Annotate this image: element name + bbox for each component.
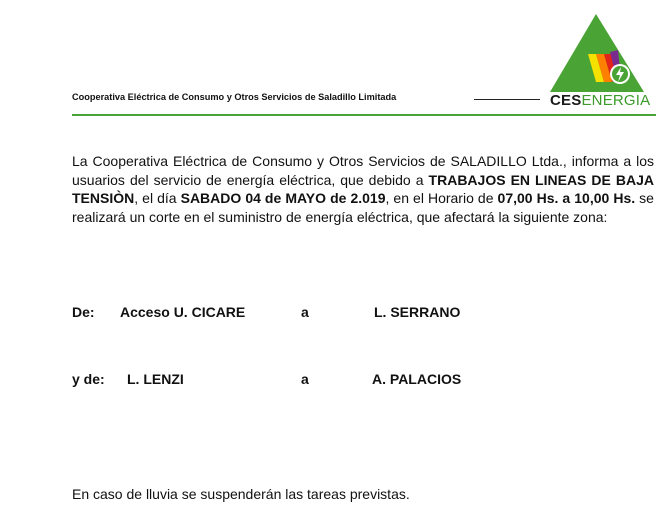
zone1-label: De:	[72, 304, 95, 320]
zone2-connector: a	[301, 371, 309, 387]
notice-works-type: TRABAJOS EN LINEAS DE BAJA TENSIÒN	[72, 171, 655, 206]
notice-text-1: La Cooperativa Eléctrica de Consumo y Otros Servicios de SALADILLO Ltda., informa a los usuarios del servicio de energía eléctrica, que debido a	[72, 153, 654, 188]
notice-time-range: 07,00 Hs. a 10,00 Hs.	[497, 190, 636, 206]
header-dash-line	[474, 99, 540, 100]
notice-text-3: , en el Horario de	[385, 190, 498, 206]
footer-note: En caso de lluvia se suspenderán las tareas previstas.	[72, 486, 410, 502]
notice-paragraph	[72, 152, 654, 226]
zone1-to: L. SERRANO	[374, 304, 461, 320]
logo-text-energia: ENERGIA	[581, 92, 651, 109]
notice-text-2: , el día	[134, 190, 181, 206]
logo-text-ces: CES	[550, 92, 582, 109]
zone2-to: A. PALACIOS	[372, 371, 462, 387]
zone2-from: L. LENZI	[127, 371, 184, 387]
zone1-from: Acceso U. CICARE	[120, 304, 246, 320]
header-rule	[72, 114, 656, 116]
notice-text-4: se realizará un corte en el suministro de energía eléctrica, que afectará la siguiente zona:	[72, 190, 654, 225]
zone1-connector: a	[301, 304, 309, 320]
notice-date: SABADO 04 de MAYO de 2.019	[180, 190, 386, 206]
logo-text	[550, 92, 650, 109]
header-org-name: Cooperativa Eléctrica de Consumo y Otros Servicios de Saladillo Limitada	[72, 92, 397, 102]
zone2-label: y de:	[72, 371, 105, 387]
